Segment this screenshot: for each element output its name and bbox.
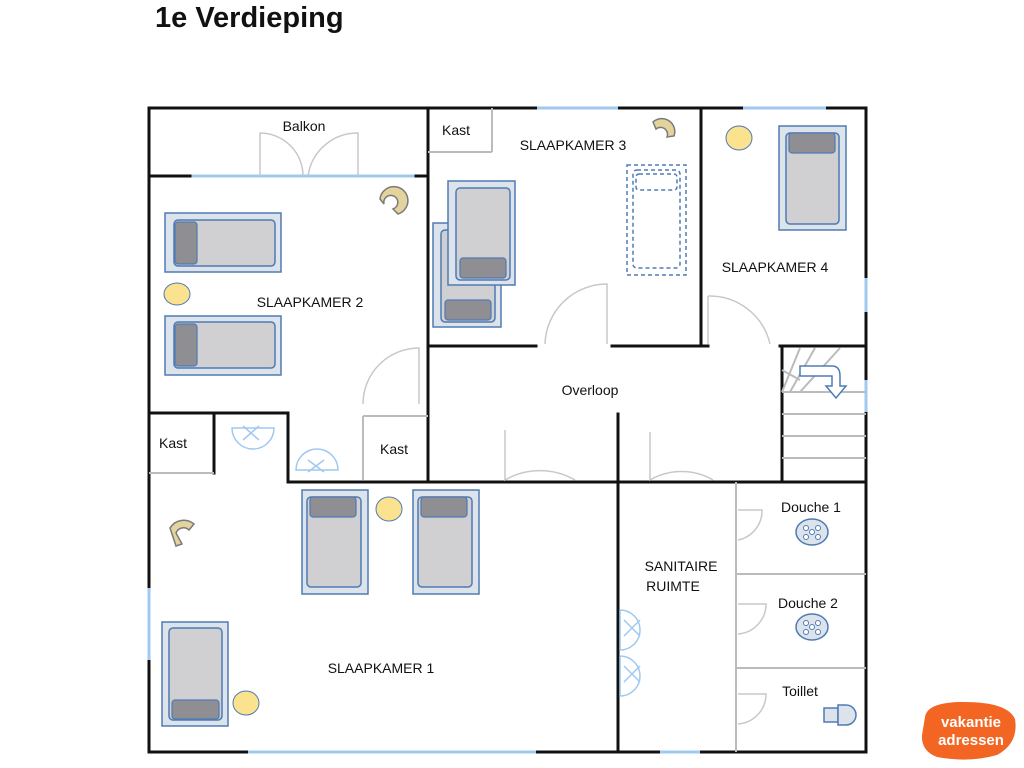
staircase xyxy=(782,348,866,458)
label-kast: Kast xyxy=(441,122,471,138)
bed xyxy=(162,622,228,726)
bed xyxy=(165,316,281,375)
vakantie-adressen-logo xyxy=(919,699,1019,761)
label-ruimte: RUIMTE xyxy=(646,578,700,594)
shower-drain-icon xyxy=(796,614,828,640)
page-title: 1e Verdieping xyxy=(155,2,344,34)
bed xyxy=(448,181,515,285)
showers xyxy=(796,519,828,640)
label-slaapkamer-2: SLAAPKAMER 2 xyxy=(256,294,364,310)
label-slaapkamer-4: SLAAPKAMER 4 xyxy=(721,259,829,275)
label-kast: Kast xyxy=(158,435,188,451)
label-douche-1: Douche 1 xyxy=(781,499,841,515)
shower-drain-icon xyxy=(796,519,828,545)
chair-icon xyxy=(170,520,194,546)
label-balkon: Balkon xyxy=(282,118,326,134)
bed xyxy=(779,126,846,230)
label-douche-2: Douche 2 xyxy=(778,595,838,611)
label-toillet: Toillet xyxy=(782,683,818,699)
stairs-arrow-icon xyxy=(800,366,846,398)
label-sanitaire: SANITAIRE xyxy=(644,558,718,574)
label-slaapkamer-3: SLAAPKAMER 3 xyxy=(519,137,627,153)
beds xyxy=(162,126,846,726)
logo-line-1: vakantie xyxy=(940,714,1002,731)
logo-line-2: adressen xyxy=(938,732,1004,749)
bed xyxy=(302,490,368,594)
chair-icon xyxy=(653,119,675,137)
chair-icon xyxy=(380,187,408,214)
label-slaapkamer-1: SLAAPKAMER 1 xyxy=(327,660,435,676)
toilet-icon xyxy=(824,705,856,725)
label-kast: Kast xyxy=(379,441,409,457)
cot-outline xyxy=(627,165,686,275)
bed xyxy=(413,490,479,594)
label-overloop: Overloop xyxy=(561,382,619,398)
bed xyxy=(165,213,281,272)
